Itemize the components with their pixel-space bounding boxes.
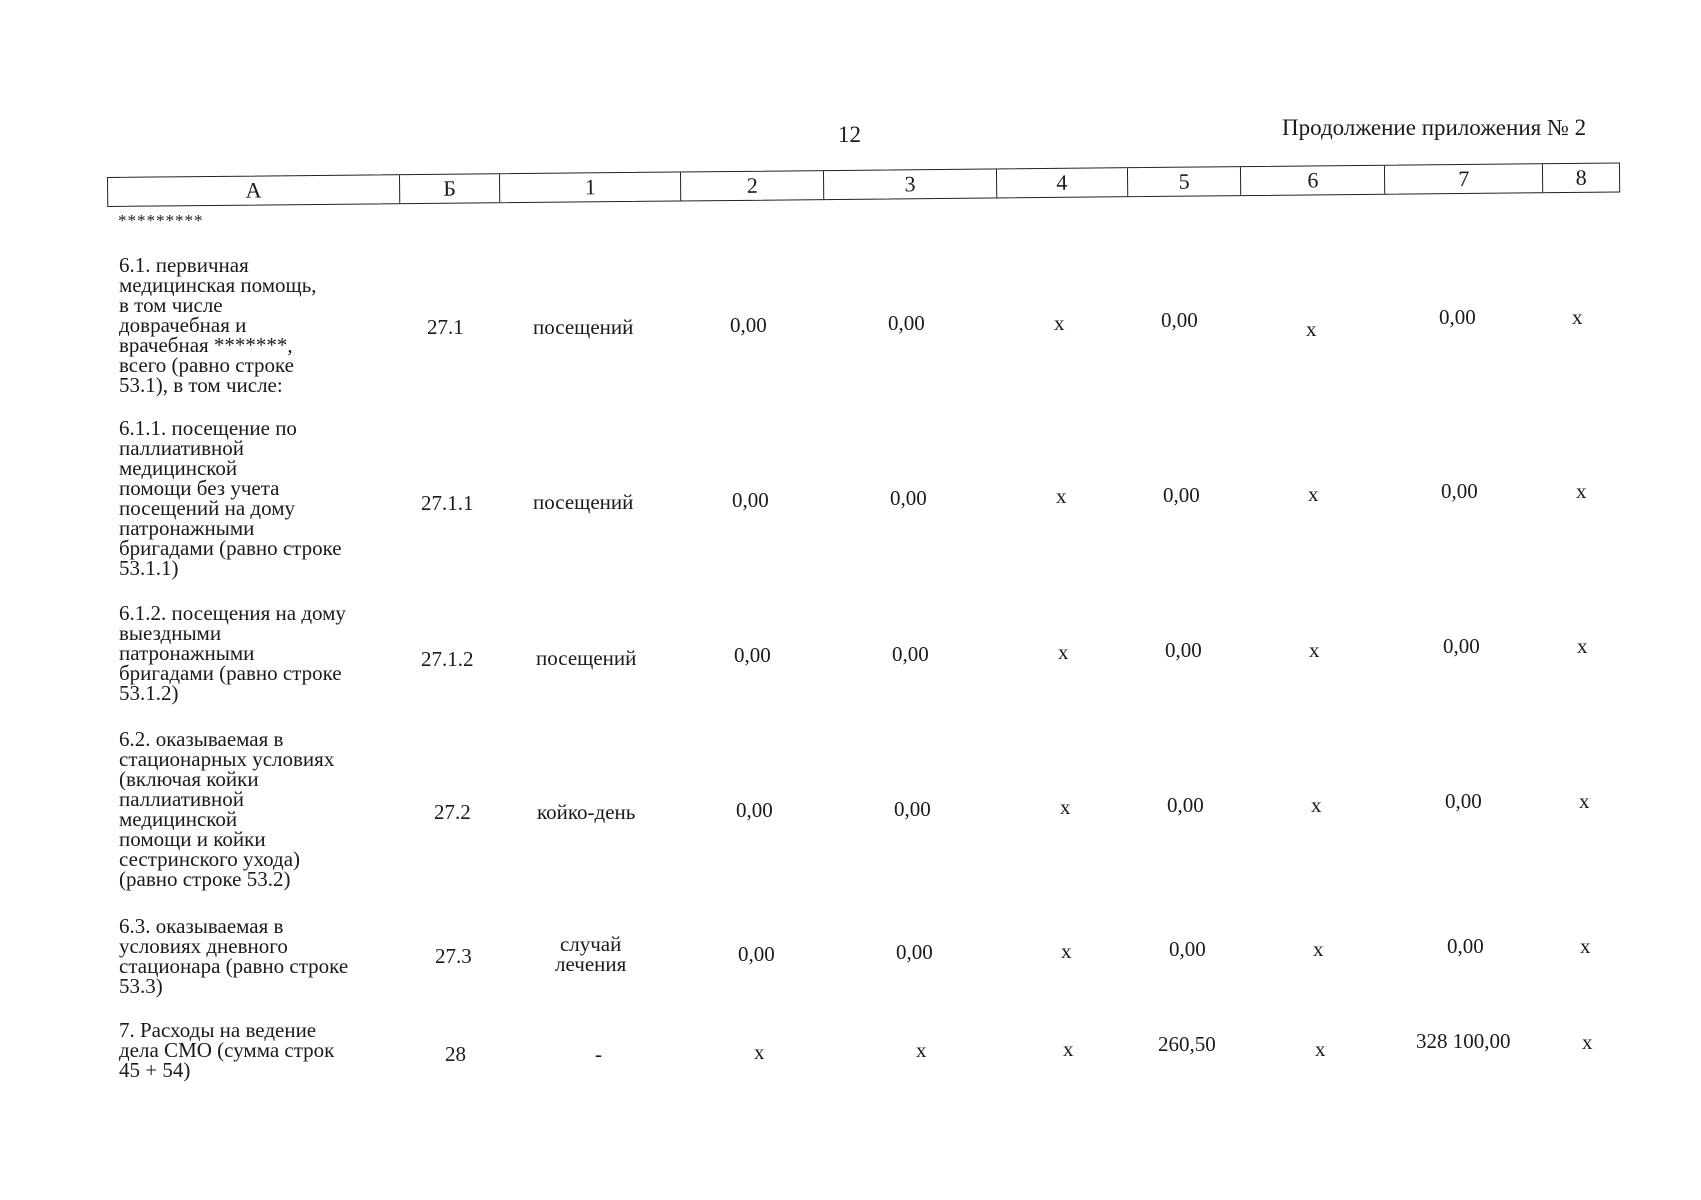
row-code: 27.1.2	[421, 647, 474, 671]
cell-col-4: х	[1063, 1037, 1074, 1061]
cell-col-8: х	[1572, 305, 1583, 329]
row-unit: посещений	[533, 315, 634, 339]
column-header-b: Б	[400, 174, 501, 203]
cell-col-6: х	[1315, 1037, 1326, 1061]
column-header-7: 7	[1385, 164, 1543, 194]
row-label: 6.1.1. посещение по паллиативной медицинской помощи без учета посещений на дому патронажными бригадами (равно строке 53.1.1)	[119, 416, 342, 580]
row-unit: случай лечения	[555, 932, 627, 976]
cell-col-7: 0,00	[1443, 634, 1480, 658]
row-code: 28	[445, 1042, 466, 1066]
cell-col-6: х	[1313, 937, 1324, 961]
cell-col-4: х	[1058, 640, 1069, 664]
cell-col-3: 0,00	[896, 940, 933, 964]
cell-col-7: 0,00	[1447, 934, 1484, 958]
row-unit: койко-день	[537, 800, 636, 824]
cell-col-5: 260,50	[1158, 1032, 1216, 1056]
row-unit: посещений	[536, 646, 637, 670]
column-header-4: 4	[997, 168, 1128, 197]
row-code: 27.2	[434, 800, 471, 824]
cell-col-8: х	[1582, 1030, 1593, 1054]
cell-col-5: 0,00	[1161, 308, 1198, 332]
cell-col-4: х	[1060, 795, 1071, 819]
cell-col-4: х	[1056, 484, 1067, 508]
cell-col-2: 0,00	[730, 313, 767, 337]
cell-col-2: 0,00	[738, 942, 775, 966]
cell-col-3: 0,00	[890, 486, 927, 510]
column-header-6: 6	[1241, 166, 1385, 195]
cell-col-5: 0,00	[1169, 937, 1206, 961]
cell-col-5: 0,00	[1163, 483, 1200, 507]
cell-col-3: 0,00	[892, 642, 929, 666]
row-code: 27.3	[435, 944, 472, 968]
column-header-8: 8	[1575, 164, 1587, 190]
row-label: 6.3. оказываемая в условиях дневного стационара (равно строке 53.3)	[119, 914, 349, 998]
cell-col-3: 0,00	[888, 311, 925, 335]
row-code: 27.1.1	[421, 491, 474, 515]
column-header-5: 5	[1128, 167, 1242, 196]
row-code: 27.1	[427, 315, 464, 339]
cell-col-3: х	[916, 1038, 927, 1062]
cell-col-5: 0,00	[1167, 793, 1204, 817]
cell-col-2: 0,00	[736, 798, 773, 822]
cell-col-6: х	[1306, 317, 1317, 341]
cell-col-6: х	[1309, 638, 1320, 662]
cell-col-2: 0,00	[734, 643, 771, 667]
cell-col-4: х	[1061, 939, 1072, 963]
cell-col-7: 0,00	[1439, 305, 1476, 329]
footnote-stars: *********	[118, 211, 204, 230]
page-number: 12	[838, 122, 861, 147]
cell-col-7: 0,00	[1441, 479, 1478, 503]
row-label: 6.1. первичная медицинская помощь, в том числе доврачебная и врачебная *******, всего (равно строке 53.1), в том числе:	[119, 253, 317, 397]
column-header-1: 1	[500, 172, 681, 202]
cell-col-6: х	[1308, 482, 1319, 506]
cell-col-2: 0,00	[732, 488, 769, 512]
table-header-row	[107, 162, 1620, 207]
cell-col-2: х	[754, 1040, 765, 1064]
row-unit: -	[595, 1042, 602, 1066]
cell-col-7: 328 100,00	[1416, 1029, 1511, 1053]
cell-col-5: 0,00	[1165, 638, 1202, 662]
column-header-3: 3	[824, 169, 997, 199]
cell-col-8: х	[1577, 634, 1588, 658]
column-header-a: А	[108, 175, 400, 206]
cell-col-6: х	[1311, 793, 1322, 817]
cell-col-8: х	[1576, 479, 1587, 503]
cell-col-8: х	[1579, 789, 1590, 813]
cell-col-4: х	[1054, 311, 1065, 335]
cell-col-3: 0,00	[894, 797, 931, 821]
row-unit: посещений	[533, 490, 634, 514]
row-label: 6.1.2. посещения на дому выездными патронажными бригадами (равно строке 53.1.2)	[119, 601, 346, 705]
cell-col-8: х	[1580, 934, 1591, 958]
column-header-2: 2	[681, 171, 824, 200]
row-label: 7. Расходы на ведение дела СМО (сумма строк 45 + 54)	[119, 1018, 335, 1082]
cell-col-7: 0,00	[1445, 789, 1482, 813]
appendix-continuation: Продолжение приложения № 2	[1282, 115, 1587, 140]
row-label: 6.2. оказываемая в стационарных условиях (включая койки паллиативной медицинской помощи и койки сестринского ухода) (равно строке 53.2)	[119, 727, 335, 891]
